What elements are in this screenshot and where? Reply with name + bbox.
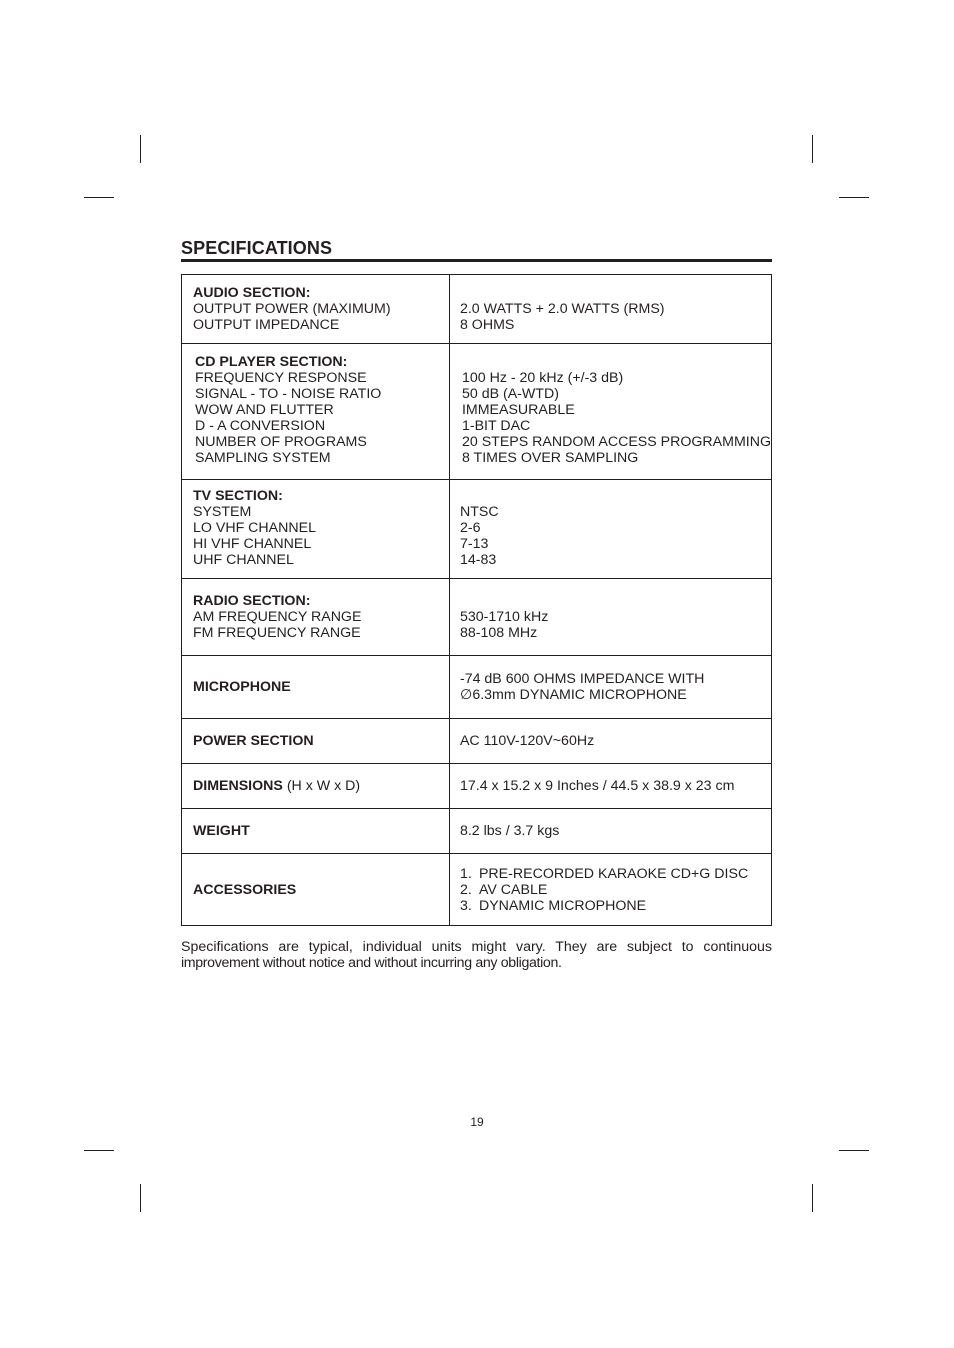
cd-label: D - A CONVERSION xyxy=(195,418,326,434)
footnote-line: Specifications are typical, individual units might vary. They are subject to continuous xyxy=(181,939,772,955)
microphone-label: MICROPHONE xyxy=(193,679,291,695)
crop-mark xyxy=(812,135,813,163)
tv-value: 14-83 xyxy=(459,552,497,568)
dimensions-value-cell xyxy=(449,764,771,809)
list-item: 1. PRE-RECORDED KARAOKE CD+G DISC xyxy=(459,865,749,882)
table-row-microphone xyxy=(182,656,772,719)
tv-value: 2-6 xyxy=(459,520,481,536)
audio-value: 2.0 WATTS + 2.0 WATTS (RMS) xyxy=(459,301,665,317)
crop-mark xyxy=(812,1184,813,1212)
power-label-cell xyxy=(182,719,450,764)
dimensions-label-suffix: (H x W x D) xyxy=(282,778,361,794)
dimensions-value: 17.4 x 15.2 x 9 Inches / 44.5 x 38.9 x 23 cm xyxy=(459,778,735,794)
tv-values xyxy=(449,480,771,579)
list-item: 3. DYNAMIC MICROPHONE xyxy=(459,897,647,914)
table-row-power xyxy=(182,719,772,764)
table-row-cd-player xyxy=(182,344,772,480)
crop-mark xyxy=(140,135,141,163)
tv-heading: TV SECTION: xyxy=(193,488,283,504)
audio-label: OUTPUT IMPEDANCE xyxy=(193,317,340,333)
table-row-dimensions xyxy=(182,764,772,809)
footnote xyxy=(181,939,772,971)
power-value: AC 110V-120V~60Hz xyxy=(459,733,595,749)
cd-heading: CD PLAYER SECTION: xyxy=(195,354,348,370)
crop-mark xyxy=(84,197,114,198)
crop-mark xyxy=(140,1184,141,1212)
audio-heading: AUDIO SECTION: xyxy=(193,285,311,301)
dimensions-label: DIMENSIONS xyxy=(193,778,283,794)
cd-value: 100 Hz - 20 kHz (+/-3 dB) xyxy=(461,370,624,386)
list-item: 2. AV CABLE xyxy=(459,881,548,898)
accessories-list xyxy=(449,854,771,926)
table-row-tv xyxy=(182,480,772,579)
weight-value: 8.2 lbs / 3.7 kgs xyxy=(459,823,560,839)
footnote-line: improvement without notice and without incurring any obligation. xyxy=(181,955,562,971)
radio-labels xyxy=(182,579,450,656)
page-title: SPECIFICATIONS xyxy=(181,238,333,258)
cd-values xyxy=(449,344,771,480)
weight-value-cell xyxy=(449,809,771,854)
tv-label: HI VHF CHANNEL xyxy=(193,536,312,552)
audio-labels xyxy=(182,275,450,344)
cd-value: 1-BIT DAC xyxy=(461,418,531,434)
power-label: POWER SECTION xyxy=(193,733,314,749)
page-number: 19 xyxy=(470,1115,484,1129)
cd-label: FREQUENCY RESPONSE xyxy=(195,370,367,386)
cd-label: SAMPLING SYSTEM xyxy=(195,450,331,466)
crop-mark xyxy=(84,1150,114,1151)
tv-label: SYSTEM xyxy=(193,504,252,520)
dimensions-label-cell xyxy=(182,764,450,809)
radio-value: 88-108 MHz xyxy=(459,625,538,641)
cd-value: 8 TIMES OVER SAMPLING xyxy=(461,450,639,466)
table-row-weight xyxy=(182,809,772,854)
cd-value: 20 STEPS RANDOM ACCESS PROGRAMMING xyxy=(461,434,771,450)
radio-label: FM FREQUENCY RANGE xyxy=(193,625,361,641)
table-row-audio xyxy=(182,275,772,344)
radio-values xyxy=(449,579,771,656)
crop-mark xyxy=(839,1150,869,1151)
cd-label: NUMBER OF PROGRAMS xyxy=(195,434,367,450)
tv-value: NTSC xyxy=(459,504,499,520)
table-row-accessories xyxy=(182,854,772,926)
cd-value: IMMEASURABLE xyxy=(461,402,575,418)
cd-labels xyxy=(182,344,450,480)
weight-label-cell xyxy=(182,809,450,854)
accessories-label-cell xyxy=(182,854,450,926)
tv-labels xyxy=(182,480,450,579)
microphone-label-cell xyxy=(182,656,450,719)
crop-mark xyxy=(839,197,869,198)
accessories-label: ACCESSORIES xyxy=(193,881,297,898)
microphone-values xyxy=(449,656,771,719)
tv-label: UHF CHANNEL xyxy=(193,552,294,568)
radio-heading: RADIO SECTION: xyxy=(193,593,311,609)
tv-value: 7-13 xyxy=(459,536,489,552)
tv-label: LO VHF CHANNEL xyxy=(193,520,316,536)
radio-label: AM FREQUENCY RANGE xyxy=(193,609,362,625)
specifications-table xyxy=(181,274,772,926)
cd-label: SIGNAL - TO - NOISE RATIO xyxy=(195,386,382,402)
audio-values xyxy=(449,275,771,344)
radio-value: 530-1710 kHz xyxy=(459,609,549,625)
audio-value: 8 OHMS xyxy=(459,317,515,333)
table-row-radio xyxy=(182,579,772,656)
cd-label: WOW AND FLUTTER xyxy=(195,402,334,418)
title-rule xyxy=(181,259,772,262)
microphone-value: -74 dB 600 OHMS IMPEDANCE WITH xyxy=(459,671,705,687)
audio-label: OUTPUT POWER (MAXIMUM) xyxy=(193,301,391,317)
microphone-value: ∅6.3mm DYNAMIC MICROPHONE xyxy=(459,687,687,703)
weight-label: WEIGHT xyxy=(193,823,250,839)
cd-value: 50 dB (A-WTD) xyxy=(461,386,559,402)
power-value-cell xyxy=(449,719,771,764)
